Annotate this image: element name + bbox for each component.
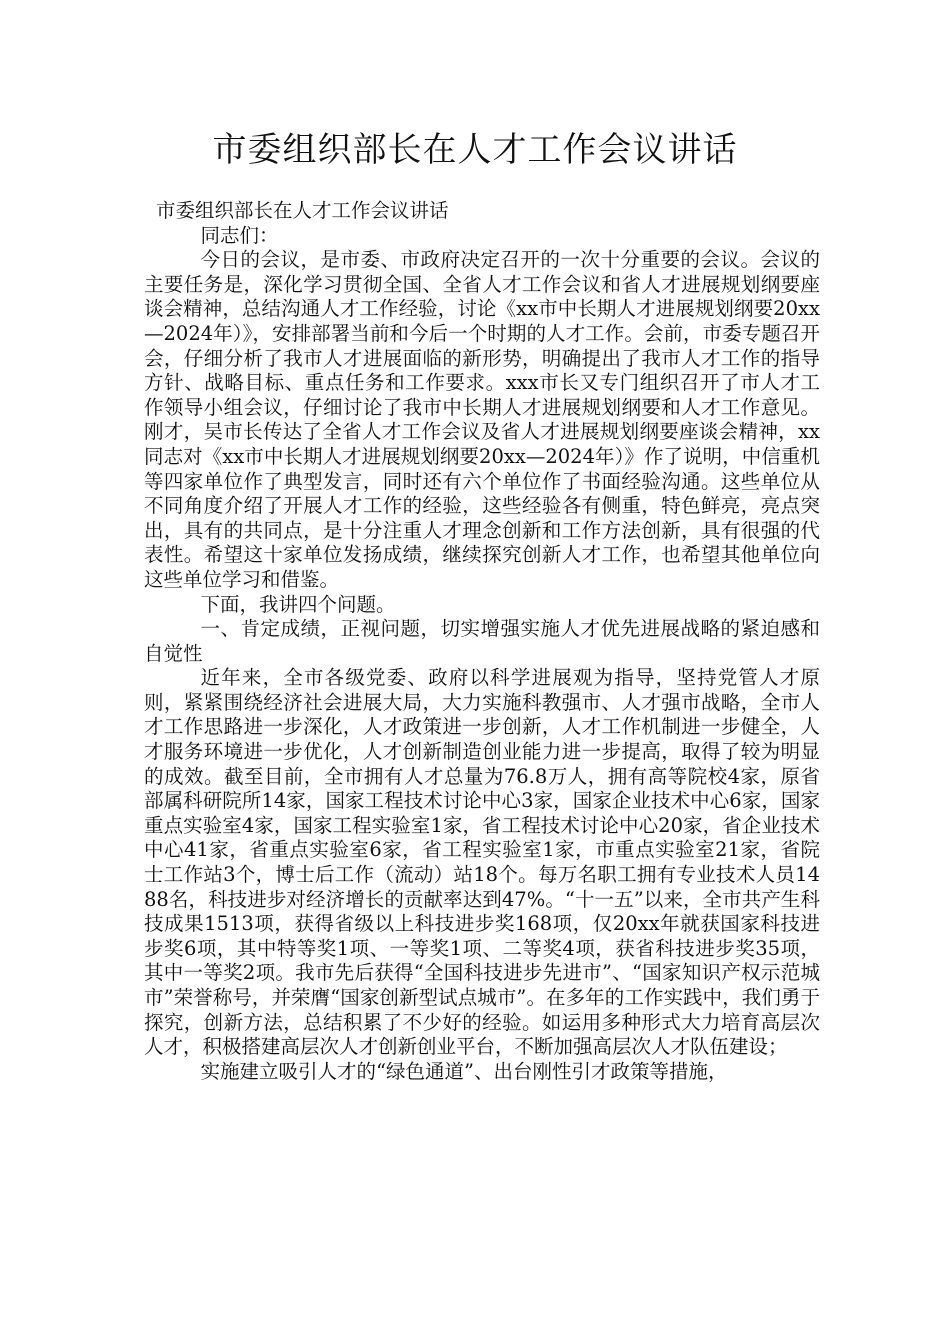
salutation: 同志们： — [200, 223, 279, 247]
section-heading-one: 一、肯定成绩，正视问题，切实增强实施人才优先进展战略的紧迫感和自觉性 — [144, 617, 820, 665]
paragraph-opening: 今日的会议，是市委、市政府决定召开的一次十分重要的会议。会议的主要任务是，深化学习贯彻全国、全省人才工作会议和省人才进展规划纲要座谈会精神，总结沟通人才工作经验，讨论《xx市中长期人才进展规划纲要20xx—2024年）》，安排部署当前和今后一个时期的人才工作。会前，市委专题召开会，仔细分析了我市人才进展面临的新形势，明确提出了我市人才工作的指导方针、战略目标、重点任务和工作要求。xxx市长又专门组织召开了市人才工作领导小组会议，仔细讨论了我市中长期人才进展规划纲要和人才工作意见。刚才，吴市长传达了全省人才工作会议及省人才进展规划纲要座谈会精神，xx同志对《xx市中长期人才进展规划纲要20xx—2024年）》作了说明，中信重机等四家单位作了典型发言，同时还有六个单位作了书面经验沟通。这些单位从不同角度介绍了开展人才工作的经验，这些经验各有侧重，特色鲜亮，亮点突出，具有的共同点，是十分注重人才理念创新和工作方法创新，具有很强的代表性。希望这十家单位发扬成绩，继续探究创新人才工作，也希望其他单位向这些单位学习和借鉴。 — [144, 248, 820, 591]
document-subtitle: 市委组织部长在人才工作会议讲话 — [156, 199, 449, 222]
document-body — [144, 199, 820, 1084]
paragraph-transition: 下面，我讲四个问题。 — [200, 592, 396, 616]
paragraph-measures: 实施建立吸引人才的“绿色通道”、出台刚性引才政策等措施， — [200, 1059, 728, 1083]
document-title: 市委组织部长在人才工作会议讲话 — [212, 130, 738, 170]
paragraph-achievements: 近年来，全市各级党委、政府以科学进展观为指导，坚持党管人才原则，紧紧围绕经济社会进展大局，大力实施科教强市、人才强市战略，全市人才工作思路进一步深化，人才政策进一步创新，人才工作机制进一步健全，人才服务环境进一步优化，人才创新制造创业能力进一步提高，取得了较为明显的成效。截至目前，全市拥有人才总量为76.8万人，拥有高等院校4家，原省部属科研院所14家，国家工程技术讨论中心3家，国家企业技术中心6家，国家重点实验室4家，国家工程实验室1家，省工程技术讨论中心20家，省企业技术中心41家，省重点实验室6家，省工程实验室1家，市重点实验室21家，省院士工作站3个，博士后工作（流动）站18个。每万名职工拥有专业技术人员1488名，科技进步对经济增长的贡献率达到47%。“十一五”以来，全市共产生科技成果1513项，获得省级以上科技进步奖168项，仅20xx年就获国家科技进步奖6项，其中特等奖1项、一等奖1项、二等奖4项，获省科技进步奖35项，其中一等奖2项。我市先后获得“全国科技进步先进市”、“国家知识产权示范城市”荣誉称号，并荣膺“国家创新型试点城市”。在多年的工作实践中，我们勇于探究，创新方法，总结积累了不少好的经验。如运用多种形式大力培育高层次人才，积极搭建高层次人才创新创业平台，不断加强高层次人才队伍建设； — [144, 666, 820, 1059]
